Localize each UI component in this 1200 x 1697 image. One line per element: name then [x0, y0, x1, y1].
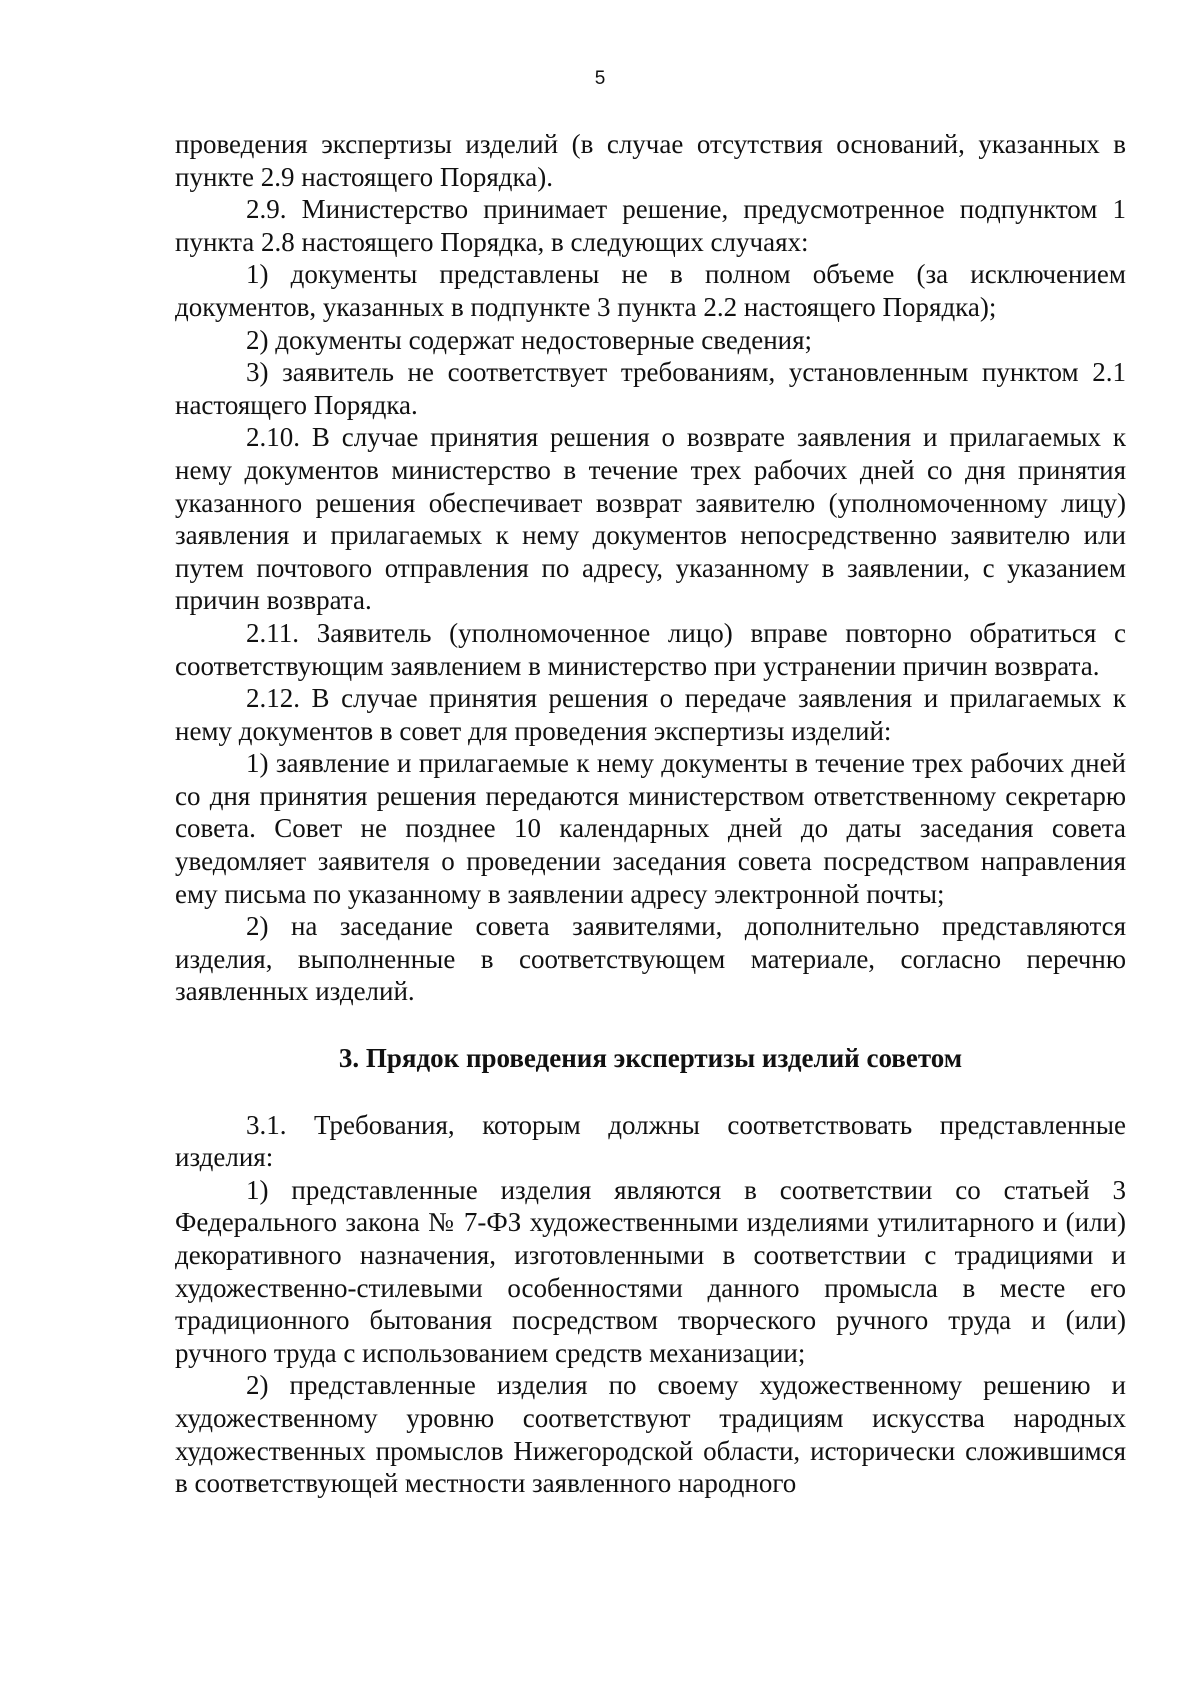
list-item: 1) документы представлены не в полном объеме (за исключением документов, указанных в подпункте 3 пункта 2.2 настоящего Порядка);: [175, 259, 1126, 322]
paragraph: проведения экспертизы изделий (в случае отсутствия оснований, указанных в пункте 2.9 настоящего Порядка).: [175, 129, 1126, 192]
document-body: [175, 128, 1126, 1500]
paragraph: 2.10. В случае принятия решения о возврате заявления и прилагаемых к нему документов министерство в течение трех рабочих дней со дня принятия указанного решения обеспечивает возврат заявителю (уполномоченному лицу) заявления и прилагаемых к нему документов непосредственно заявителю или путем почтового отправления по адресу, указанному в заявлении, с указанием причин возврата.: [175, 422, 1126, 616]
list-item: 3) заявитель не соответствует требованиям, установленным пунктом 2.1 настоящего Порядка.: [175, 357, 1126, 420]
list-item: 2) представленные изделия по своему художественному решению и художественному уровню соответствуют традициям искусства народных художественных промыслов Нижегородской области, исторически сложившимся в соответствующей местности заявленного народного: [175, 1370, 1126, 1499]
paragraph: 2.11. Заявитель (уполномоченное лицо) вправе повторно обратиться с соответствующим заявлением в министерство при устранении причин возврата.: [175, 617, 1126, 681]
list-item: 2) документы содержат недостоверные сведения;: [246, 324, 813, 355]
paragraph: 2.12. В случае принятия решения о передаче заявления и прилагаемых к нему документов в совет для проведения экспертизы изделий:: [175, 683, 1126, 746]
paragraph: 2.9. Министерство принимает решение, предусмотренное подпунктом 1 пункта 2.8 настоящего Порядка, в следующих случаях:: [175, 194, 1126, 257]
list-item: 2) на заседание совета заявителями, дополнительно представляются изделия, выполненные в соответствующем материале, согласно перечню заявленных изделий.: [175, 911, 1126, 1007]
list-item: 1) представленные изделия являются в соответствии со статьей 3 Федерального закона № 7-ФЗ художественными изделиями утилитарного и (или) декоративного назначения, изготовленными в соответствии с традициями и художественно-стилевыми особенностями данного промысла в месте его традиционного бытования посредством творческого ручного труда и (или) ручного труда с использованием средств механизации;: [175, 1174, 1126, 1368]
section-heading: 3. Прядок проведения экспертизы изделий советом: [338, 1043, 963, 1074]
page-number: 5: [594, 68, 606, 89]
list-item: 1) заявление и прилагаемые к нему документы в течение трех рабочих дней со дня принятия решения передаются министерством ответственному секретарю совета. Совет не позднее 10 календарных дней до даты заседания совета уведомляет заявителя о проведении заседания совета посредством направления ему письма по указанному в заявлении адресу электронной почты;: [175, 748, 1126, 909]
paragraph: 3.1. Требования, которым должны соответствовать представленные изделия:: [175, 1109, 1126, 1173]
